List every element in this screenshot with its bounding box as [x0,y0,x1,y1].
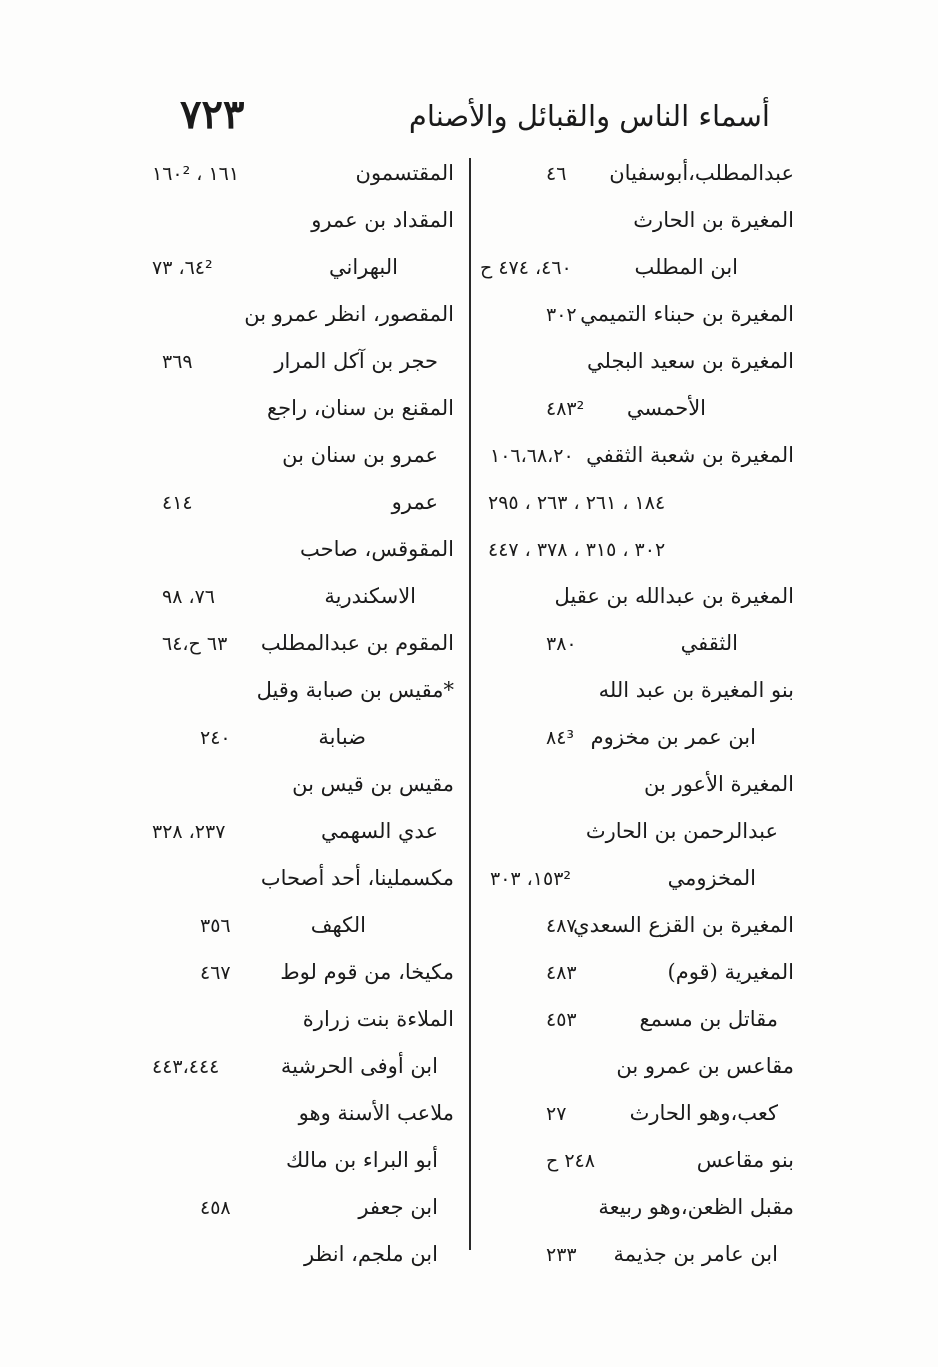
entry-name: *مقيس بن صبابة وقيل [256,678,454,702]
entry-page-ref: ٤٥٣ [546,1009,577,1031]
index-entry [148,811,456,858]
entry-name: أبو البراء بن مالك [286,1148,438,1172]
index-entry [476,388,796,435]
index-entry [148,999,456,1046]
entry-name: الكهف [310,913,366,937]
entry-page-ref: ٨٤³ [546,727,575,749]
entry-page-ref: ٤٨٣² [546,398,585,420]
index-entry [476,435,796,482]
entry-page-ref: ٣٦٩ [162,351,193,373]
entry-name: عدي السهمي [321,819,438,843]
index-entry [476,1234,796,1281]
index-entry [148,670,456,717]
index-entry [148,1187,456,1234]
index-entry [148,858,456,905]
index-entry [476,341,796,388]
index-entry [476,153,796,200]
index-entry [476,1187,796,1234]
entry-page-ref: ٤٤٣،٤٤٤ [152,1056,220,1078]
entry-name: ابن ملجم، انظر [303,1242,438,1266]
entry-name: عبدالمطلب،أبوسفيان [609,161,794,185]
entry-name: مكيخا، من قوم لوط [280,960,454,984]
entry-name: عمرو [391,490,438,514]
entry-name: ملاعب الأسنة وهو [298,1101,454,1125]
entry-name: المغيرية (قوم) [667,960,794,984]
index-entry [476,1140,796,1187]
entry-name: الاسكندرية [324,584,416,608]
entry-name: المقنع بن سنان، راجع [266,396,454,420]
entry-name: حجر بن آكل المرار [274,349,438,373]
index-entry [476,576,796,623]
index-entry [148,717,456,764]
entry-name: مقيس بن قيس بن [292,772,454,796]
index-entry [148,482,456,529]
entry-name: مقاعس بن عمرو بن [616,1054,794,1078]
entry-name: المقداد بن عمرو [311,208,454,232]
running-title: أسماء الناس والقبائل والأصنام [408,99,770,133]
index-entry [476,294,796,341]
entry-name: مقاتل بن مسمع [639,1007,778,1031]
index-entry [148,952,456,999]
index-entry [476,811,796,858]
entry-page-ref: ٣٥٦ [200,915,231,937]
index-entry [476,623,796,670]
entry-page-ref: ٢٧ [546,1103,567,1125]
entry-name: المغيرة بن عبدالله بن عقيل [554,584,794,608]
entry-page-ref: ١٦١ ، ١٦٠² [152,163,240,185]
entry-page-ref: ٣٨٠ [546,633,577,655]
index-entry [148,1093,456,1140]
index-entry [476,999,796,1046]
index-entry [476,1046,796,1093]
entry-name: ابن جعفر [358,1195,438,1219]
entry-page-ref: ٤٨٧ [546,915,577,937]
index-column-left [148,153,456,1266]
entry-page-ref: ٤٦٧ [200,962,231,984]
index-entry [148,764,456,811]
index-column-right [476,153,796,1266]
index-entry [476,764,796,811]
index-entry [476,905,796,952]
index-entry [476,952,796,999]
entry-page-ref: ٤١٤ [162,492,193,514]
entry-page-ref: ٣٠٢ [546,304,577,326]
page-number: ٧٢٣ [180,91,245,138]
entry-page-ref: ٣٠٢ ، ٣١٥ ، ٣٧٨ ، ٤٤٧ [488,539,666,561]
entry-name: ابن عمر بن مخزوم [590,725,756,749]
entry-name: الثقفي [680,631,738,655]
entry-page-ref: ٤٥٨ [200,1197,231,1219]
page-header [150,92,770,142]
entry-page-ref: ١٠٦،٦٨،٢٠ [490,445,574,467]
entry-page-ref: ٢٤٨ ح [546,1150,595,1172]
entry-page-ref: ٢٤٠ [200,727,231,749]
index-entry [148,576,456,623]
entry-name: المغيرة بن الحارث [633,208,794,232]
index-entry [148,294,456,341]
entry-name: المقوم بن عبدالمطلب [260,631,454,655]
entry-name: مقبل الظعن،وهو ربيعة [598,1195,794,1219]
entry-page-ref: ٧٦، ٩٨ [162,586,216,608]
entry-page-ref: ٦٣ ح،٦٤ [162,633,228,655]
index-entry [148,623,456,670]
index-entry [148,1234,456,1281]
entry-page-ref: ١٨٤ ، ٢٦١ ، ٢٦٣ ، ٢٩٥ [488,492,666,514]
entry-name: المغيرة بن سعيد البجلي [587,349,794,373]
entry-name: الملاءة بنت زرارة [302,1007,454,1031]
index-entry [476,247,796,294]
entry-page-ref: ٢٣٣ [546,1244,577,1266]
entry-name: المخزومي [667,866,756,890]
entry-name: المقتسمون [355,161,454,185]
index-entry [148,200,456,247]
entry-name: ابن المطلب [634,255,738,279]
index-entry [148,905,456,952]
entry-name: المغيرة الأعور بن [644,772,794,796]
index-entry [476,858,796,905]
index-entry [148,1046,456,1093]
entry-name: عبدالرحمن بن الحارث [585,819,778,843]
entry-page-ref: ٦٤²، ٧٣ [152,257,213,279]
entry-name: ابن عامر بن جذيمة [613,1242,778,1266]
entry-page-ref: ٤٦ [546,163,567,185]
entry-name: بنو المغيرة بن عبد الله [598,678,794,702]
entry-name: المغيرة بن القزع السعدي [573,913,794,937]
column-divider [469,158,471,1250]
index-entry [476,670,796,717]
index-entry [148,153,456,200]
index-entry [148,388,456,435]
entry-name: كعب،وهو الحارث [629,1101,778,1125]
entry-name: ضبابة [318,725,366,749]
entry-page-ref: ١٥٣²، ٣٠٣ [490,868,572,890]
entry-page-ref: ٢٣٧، ٣٢٨ [152,821,226,843]
index-entry [476,717,796,764]
index-entry [148,247,456,294]
entry-name: المقوقس، صاحب [300,537,454,561]
entry-name: بنو مقاعس [696,1148,794,1172]
entry-name: المغيرة بن حبناء التميمي [580,302,794,326]
entry-page-ref: ٤٨٣ [546,962,577,984]
entry-page-ref: ٤٦٠، ٤٧٤ ح [480,257,572,279]
entry-name: البهراني [328,255,398,279]
index-entry [148,529,456,576]
index-entry [148,1140,456,1187]
index-entry [476,482,796,529]
entry-name: ابن أوفى الحرشية [280,1054,438,1078]
index-entry [148,341,456,388]
entry-name: الأحمسي [626,396,706,420]
entry-name: المغيرة بن شعبة الثقفي [586,443,794,467]
index-entry [476,200,796,247]
index-entry [148,435,456,482]
entry-name: عمرو بن سنان بن [282,443,438,467]
index-entry [476,529,796,576]
index-entry [476,1093,796,1140]
entry-name: مكسملينا، أحد أصحاب [260,866,454,890]
entry-name: المقصور، انظر عمرو بن [244,302,454,326]
